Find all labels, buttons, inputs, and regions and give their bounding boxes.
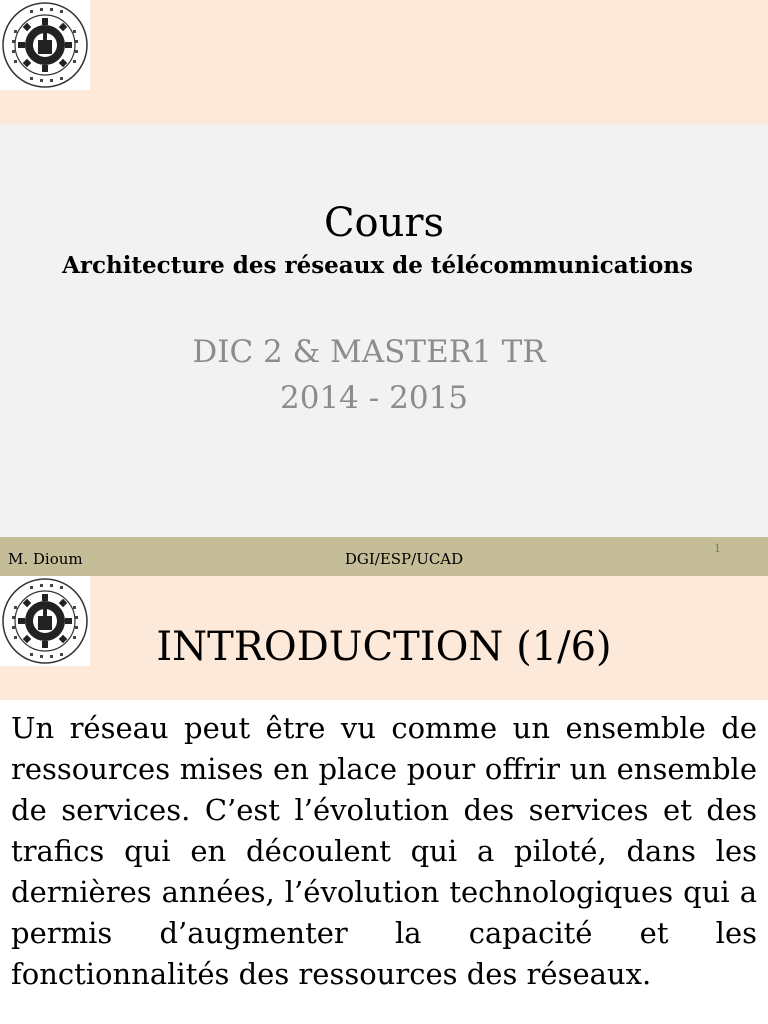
slide-footer — [0, 537, 768, 576]
header-band — [0, 0, 768, 124]
slide-body-text: Un réseau peut être vu comme un ensemble de ressources mises en place pour offrir un ensemble de services. C’est l’évolution des services et des trafics qui en découlent qui a piloté, dans les dernières années, l’évolution technologiques qui a permis d’augmenter la capacité et les fonctionnalités des ressources des réseaux. — [11, 711, 757, 991]
university-seal-logo — [0, 0, 90, 90]
course-title: Cours — [323, 200, 445, 246]
slide-title: INTRODUCTION (1/6) — [156, 624, 612, 670]
university-seal-icon — [0, 0, 90, 90]
program-label: DIC 2 & MASTER1 TR — [192, 334, 546, 370]
course-subtitle: Architecture des réseaux de télécommunications — [62, 252, 693, 279]
slide-number: 1 — [714, 542, 721, 555]
academic-year: 2014 - 2015 — [280, 380, 468, 416]
introduction-slide — [0, 576, 768, 1024]
footer-organization: DGI/ESP/UCAD — [344, 550, 464, 568]
footer-author: M. Dioum — [8, 550, 83, 568]
